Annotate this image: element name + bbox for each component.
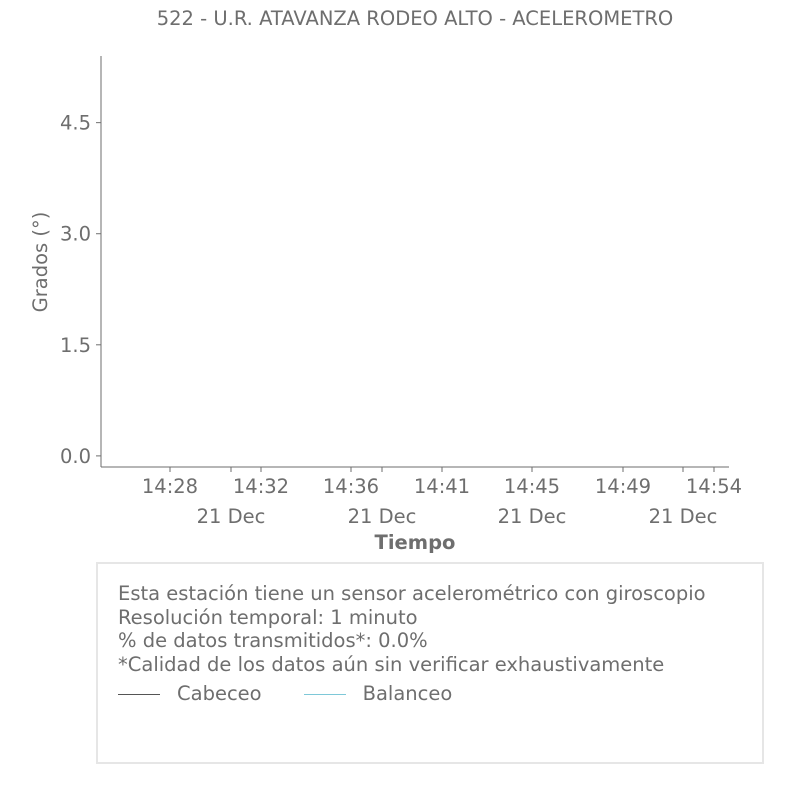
info-line-sensor: Esta estación tiene un sensor acelerométrico con giroscopio (118, 582, 706, 605)
legend-swatch-cabeceo (118, 694, 160, 695)
legend-info (118, 582, 706, 676)
x-tick-label-time: 14:32 (232, 475, 290, 498)
legend-swatch-balanceo (304, 694, 346, 695)
legend-label-balanceo: Balanceo (362, 682, 453, 705)
info-line-quality: *Calidad de los datos aún sin verificar exhaustivamente (118, 652, 665, 676)
legend-entry-cabeceo[interactable] (118, 682, 262, 706)
y-ticks (60, 112, 101, 468)
y-tick-label: 4.5 (59, 111, 91, 135)
x-ticks (142, 467, 742, 528)
y-tick-label: 0.0 (59, 444, 91, 468)
x-axis-label: Tiempo (374, 531, 456, 554)
x-tick-label-time: 14:49 (594, 475, 652, 498)
legend-entries (118, 682, 494, 706)
x-tick-label-date: 21 Dec (648, 505, 718, 528)
chart-title: 522 - U.R. ATAVANZA RODEO ALTO - ACELEROMETRO (156, 7, 674, 30)
info-line-transmitted: % de datos transmitidos*: 0.0% (118, 629, 428, 652)
x-tick-label-date: 21 Dec (347, 505, 417, 528)
y-tick-label: 1.5 (59, 333, 91, 357)
x-tick-label-time: 14:36 (322, 475, 380, 498)
info-line-resolution: Resolución temporal: 1 minuto (118, 605, 418, 629)
x-tick-label-date: 21 Dec (497, 505, 567, 528)
legend-entry-balanceo[interactable] (304, 682, 453, 706)
y-axis-label: Grados (°) (29, 211, 52, 313)
x-tick-label-time: 14:41 (413, 475, 471, 498)
x-tick-label-time: 14:45 (503, 475, 561, 498)
y-tick-label: 3.0 (59, 222, 91, 246)
x-tick-label-time: 14:28 (141, 475, 199, 498)
legend-label-cabeceo: Cabeceo (177, 682, 262, 705)
legend-box (96, 562, 764, 764)
x-tick-label-date: 21 Dec (196, 505, 266, 528)
x-tick-label-time: 14:54 (685, 475, 743, 498)
